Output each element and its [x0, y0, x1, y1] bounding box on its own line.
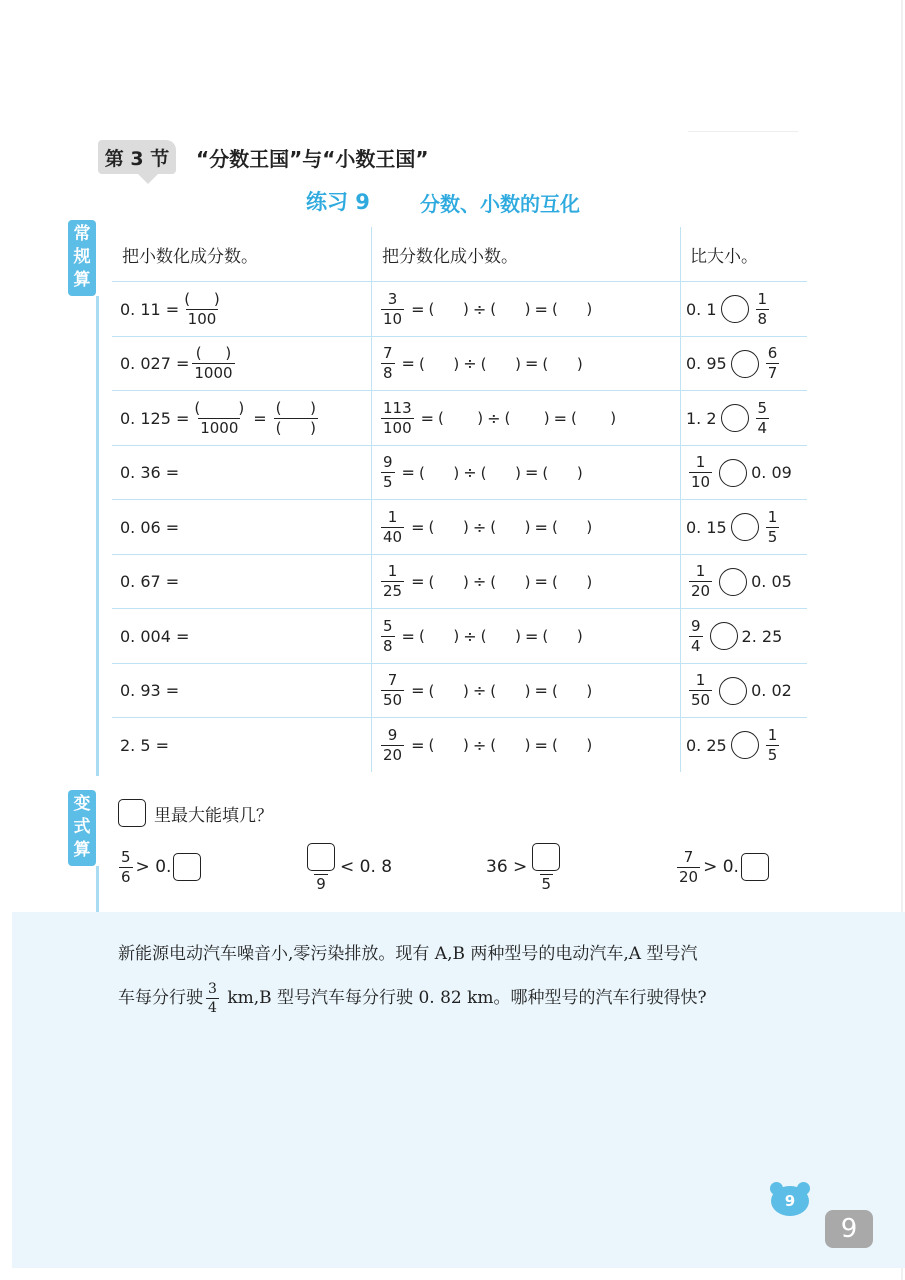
fraction-numerator: 5 [121, 847, 131, 866]
fraction-denominator: 5 [541, 874, 552, 893]
fraction-numerator: 1 [695, 671, 706, 689]
blank-parentheses[interactable]: ( ) [490, 736, 531, 754]
variant-item-1 [116, 840, 201, 894]
blank-parentheses[interactable]: ( ) [490, 518, 531, 536]
fraction-denominator: 4 [691, 636, 701, 655]
operator: = [401, 354, 415, 373]
fraction-to-decimal-cell [378, 282, 592, 336]
top-decor-line [688, 131, 798, 132]
table-row [112, 446, 807, 501]
decimal-to-fraction-cell [120, 555, 179, 609]
decimal-value: 0. 36 = [120, 463, 180, 482]
blank-parentheses[interactable]: ( ) [551, 572, 593, 591]
blank-parentheses[interactable]: ( ) [428, 300, 469, 318]
operator: = [534, 517, 548, 537]
table-header-row [112, 227, 807, 282]
fraction-numerator: ( ) [275, 398, 316, 417]
fraction-numerator: 1 [695, 562, 706, 580]
fraction-numerator: 9 [383, 453, 393, 471]
fraction [381, 346, 395, 381]
fraction [381, 507, 404, 546]
decimal-to-fraction-cell [120, 609, 189, 663]
fraction-numerator: 7 [387, 671, 398, 689]
blank-parentheses[interactable]: ( ) [542, 627, 583, 645]
fraction-numerator: 9 [387, 725, 398, 744]
fraction-to-decimal-cell [378, 609, 583, 663]
compare-cell [686, 282, 772, 336]
fraction-numerator: 3 [208, 981, 217, 997]
tab-regular-calc: 常规算 [68, 220, 96, 296]
relation-text: > 0. [135, 857, 172, 877]
header-compare: 比大小。 [690, 246, 758, 267]
fraction [689, 673, 712, 708]
operator: ÷ [472, 299, 487, 319]
fraction-denominator: 9 [316, 874, 326, 893]
blank-parentheses[interactable]: ( ) [418, 354, 460, 373]
fraction-denominator: ( ) [275, 418, 316, 437]
variant-prompt-text: 里最大能填几？ [154, 805, 273, 826]
decimal-value: 0. 125 = [120, 408, 190, 428]
header-fraction-to-decimal: 把分数化成小数。 [382, 246, 518, 267]
fraction-numerator: 6 [767, 344, 778, 362]
variant-item-4 [674, 840, 769, 894]
answer-box[interactable] [532, 843, 560, 871]
decimal-to-fraction-cell [120, 500, 179, 554]
blank-parentheses[interactable]: ( ) [542, 463, 583, 482]
variant-item-3 [486, 840, 565, 894]
compare-cell [686, 664, 792, 718]
blank-parentheses[interactable]: ( ) [418, 463, 460, 482]
compare-right: 2. 25 [741, 626, 783, 646]
decimal-to-fraction-cell [120, 718, 169, 772]
fraction-denominator: 1000 [200, 418, 239, 437]
fraction-numerator: 1 [387, 562, 398, 580]
compare-left: 0. 15 [686, 517, 727, 537]
fraction [756, 289, 770, 328]
operator: = [524, 354, 539, 373]
fraction [381, 616, 395, 655]
blank-parentheses[interactable]: ( ) [551, 300, 593, 318]
decimal-to-fraction-cell [120, 391, 321, 445]
operator: ÷ [463, 463, 477, 482]
operator: = [411, 299, 425, 319]
section-badge: 第 3 节 [98, 140, 176, 174]
fraction-denominator: 50 [691, 691, 711, 709]
fraction [766, 507, 780, 546]
relation-text: 36 > [486, 857, 528, 877]
blank-parentheses[interactable]: ( ) [490, 681, 531, 700]
fraction-denominator: 4 [757, 418, 768, 437]
fraction-denominator: 5 [767, 745, 778, 764]
decimal-to-fraction-cell [120, 664, 179, 718]
answer-box[interactable] [741, 853, 769, 881]
application-text: km,B 型号汽车每分行驶 0. 82 km。哪种型号的汽车行驶得快? [221, 988, 707, 1008]
fraction-numerator: 1 [695, 453, 706, 471]
fraction-denominator: 20 [679, 867, 699, 886]
fraction-to-decimal-cell [378, 664, 592, 718]
operator: = [411, 572, 425, 591]
table-row [112, 337, 807, 392]
fraction-to-decimal-cell [378, 555, 592, 609]
fraction [381, 564, 404, 599]
blank-parentheses[interactable]: ( ) [438, 409, 484, 427]
fraction [119, 847, 133, 886]
table-row [112, 391, 807, 446]
exercise-table [112, 227, 807, 772]
fraction-numerator: 5 [383, 616, 393, 635]
decimal-value: 0. 11 = [120, 299, 180, 319]
compare-cell [686, 718, 782, 772]
fraction-numerator: 1 [387, 507, 398, 526]
fraction [381, 673, 404, 708]
compare-right: 0. 02 [751, 681, 792, 700]
fraction [766, 725, 780, 764]
fraction-numerator: ( ) [195, 344, 232, 362]
fraction-denominator: 8 [383, 636, 393, 655]
application-problem [118, 932, 808, 1020]
fraction-numerator: 113 [383, 398, 412, 417]
fraction-denominator: 8 [383, 364, 393, 382]
blank-parentheses[interactable]: ( ) [480, 627, 521, 645]
compare-cell [686, 555, 792, 609]
variant-item-2 [302, 840, 392, 894]
table-row [112, 282, 807, 337]
guide-line-regular [96, 296, 99, 776]
compare-circle[interactable] [721, 295, 749, 323]
fraction-numerator: 1 [767, 507, 778, 526]
blank-parentheses[interactable]: ( ) [504, 409, 550, 427]
fraction-denominator: 6 [121, 867, 131, 886]
compare-right: 0. 09 [751, 463, 792, 482]
fraction [274, 398, 318, 437]
variant-prompt [118, 799, 273, 827]
operator: ÷ [463, 354, 477, 373]
fraction-denominator: 40 [383, 527, 403, 546]
table-row [112, 500, 807, 555]
operator: = [401, 463, 415, 482]
decimal-value: 0. 67 = [120, 572, 180, 591]
compare-circle[interactable] [721, 404, 749, 432]
tab-variant-calc: 变式算 [68, 790, 96, 866]
compare-circle[interactable] [719, 568, 747, 596]
bear-mascot-icon [770, 1182, 810, 1216]
compare-left: 0. 25 [686, 735, 727, 755]
operator: = [524, 626, 539, 646]
fraction-to-decimal-cell [378, 500, 592, 554]
operator: = [534, 299, 548, 319]
blank-parentheses[interactable]: ( ) [428, 681, 469, 700]
compare-circle[interactable] [719, 677, 747, 705]
blank-parentheses[interactable]: ( ) [551, 518, 593, 536]
compare-cell [686, 337, 782, 391]
operator: ÷ [472, 517, 487, 537]
exercise-subtitle: 分数、小数的互化 [420, 192, 580, 216]
fraction-numerator: 1 [757, 289, 768, 308]
blank-parentheses[interactable]: ( ) [480, 354, 521, 373]
blank-parentheses[interactable]: ( ) [480, 463, 521, 482]
answer-box[interactable] [173, 853, 201, 881]
fraction-to-decimal-cell [378, 391, 616, 445]
blank-parentheses[interactable]: ( ) [490, 572, 531, 591]
fraction-numerator: 5 [757, 398, 768, 417]
fraction [381, 289, 404, 328]
fraction-numerator [530, 843, 562, 874]
fraction [756, 398, 770, 437]
decimal-value: 0. 93 = [120, 681, 180, 700]
page-number-mascot: 9 [771, 1186, 809, 1216]
compare-cell [686, 500, 782, 554]
blank-parentheses[interactable]: ( ) [551, 736, 593, 754]
fraction [689, 616, 703, 655]
answer-box[interactable] [307, 843, 335, 871]
application-line-1: 新能源电动汽车噪音小,零污染排放。现有 A,B 两种型号的电动汽车,A 型号汽 [118, 944, 698, 964]
fraction-numerator: 1 [767, 725, 778, 744]
fraction [381, 398, 414, 437]
fraction [677, 847, 700, 886]
fraction-numerator: ( ) [194, 398, 245, 417]
compare-left: 0. 95 [686, 354, 727, 373]
application-text: 车每分行驶 [118, 988, 203, 1008]
compare-circle[interactable] [731, 731, 759, 759]
compare-circle[interactable] [731, 350, 759, 378]
fraction-denominator: 100 [383, 418, 412, 437]
fraction [305, 843, 337, 892]
operator: ÷ [472, 681, 487, 700]
table-column-divider [680, 227, 681, 772]
decimal-value: 0. 027 = [120, 354, 190, 373]
table-row [112, 718, 807, 773]
operator: = [253, 408, 267, 428]
blank-parentheses[interactable]: ( ) [428, 736, 469, 754]
decimal-value: 0. 004 = [120, 626, 190, 646]
page-number-chip: 9 [825, 1210, 873, 1248]
fraction [182, 289, 222, 328]
operator: = [420, 408, 435, 428]
fraction-to-decimal-cell [378, 718, 592, 772]
fraction [192, 346, 234, 381]
operator: = [534, 735, 548, 755]
fraction-denominator: 7 [767, 364, 778, 382]
decimal-to-fraction-cell [120, 337, 238, 391]
compare-circle[interactable] [710, 622, 738, 650]
fraction-denominator: 50 [383, 691, 403, 709]
operator: = [401, 626, 415, 646]
fraction-denominator: 25 [383, 582, 403, 600]
operator: = [411, 517, 425, 537]
fraction-denominator: 10 [691, 473, 711, 491]
blank-parentheses[interactable]: ( ) [418, 627, 460, 645]
decimal-to-fraction-cell [120, 446, 179, 500]
compare-cell [686, 609, 782, 663]
fraction [381, 725, 404, 764]
fraction-denominator: 20 [691, 582, 711, 600]
fraction [689, 564, 712, 599]
compare-cell [686, 446, 792, 500]
header-decimal-to-fraction: 把小数化成分数。 [122, 246, 258, 267]
table-column-divider [371, 227, 372, 772]
fraction-denominator: 5 [767, 527, 778, 546]
decimal-value: 0. 06 = [120, 517, 180, 537]
operator: ÷ [472, 735, 487, 755]
compare-left: 0. 1 [686, 299, 717, 319]
operator: = [524, 463, 539, 482]
blank-parentheses[interactable]: ( ) [490, 300, 531, 318]
compare-cell [686, 391, 772, 445]
fraction-to-decimal-cell [378, 337, 583, 391]
fraction-numerator: 3 [387, 289, 398, 308]
fraction-denominator: 20 [383, 745, 403, 764]
compare-circle[interactable] [731, 513, 759, 541]
fraction-denominator: 5 [383, 473, 393, 491]
relation-text: > 0. [703, 857, 739, 877]
operator: ÷ [463, 626, 477, 646]
fraction [192, 398, 246, 437]
blank-parentheses[interactable]: ( ) [571, 409, 617, 427]
fraction-numerator: ( ) [184, 289, 220, 308]
guide-line-variant [96, 866, 99, 914]
operator: ÷ [487, 408, 501, 428]
blank-parentheses[interactable]: ( ) [551, 681, 593, 700]
relation-text: < 0. 8 [340, 857, 393, 877]
application-line-2 [118, 976, 808, 1020]
compare-right: 0. 05 [751, 572, 792, 591]
section-title: “分数王国”与“小数王国” [196, 147, 429, 171]
operator: ÷ [472, 572, 487, 591]
decimal-to-fraction-cell [120, 282, 225, 336]
fraction [689, 455, 712, 490]
blank-parentheses[interactable]: ( ) [428, 572, 469, 591]
operator: = [534, 572, 548, 591]
fraction-denominator: 8 [757, 309, 768, 328]
fraction-denominator: 100 [187, 309, 217, 328]
table-row [112, 609, 807, 664]
fraction [381, 455, 395, 490]
operator: = [534, 681, 548, 700]
table-row [112, 664, 807, 719]
answer-box-icon [118, 799, 146, 827]
table-row [112, 555, 807, 610]
exercise-title: 练习 9 [306, 190, 370, 214]
compare-circle[interactable] [719, 459, 747, 487]
fraction-numerator: 7 [383, 344, 393, 362]
fraction-numerator [305, 843, 337, 874]
blank-parentheses[interactable]: ( ) [542, 354, 583, 373]
decimal-value: 2. 5 = [120, 735, 170, 755]
fraction-denominator: 4 [208, 1000, 217, 1016]
fraction [206, 982, 219, 1015]
fraction [530, 843, 562, 892]
fraction-denominator: 10 [383, 309, 403, 328]
operator: = [411, 681, 425, 700]
operator: = [411, 735, 425, 755]
fraction-denominator: 1000 [194, 364, 233, 382]
fraction [766, 346, 780, 381]
blank-parentheses[interactable]: ( ) [428, 518, 469, 536]
fraction-numerator: 7 [683, 847, 694, 866]
operator: = [553, 408, 568, 428]
fraction-to-decimal-cell [378, 446, 583, 500]
fraction-numerator: 9 [691, 616, 701, 635]
compare-left: 1. 2 [686, 408, 717, 428]
